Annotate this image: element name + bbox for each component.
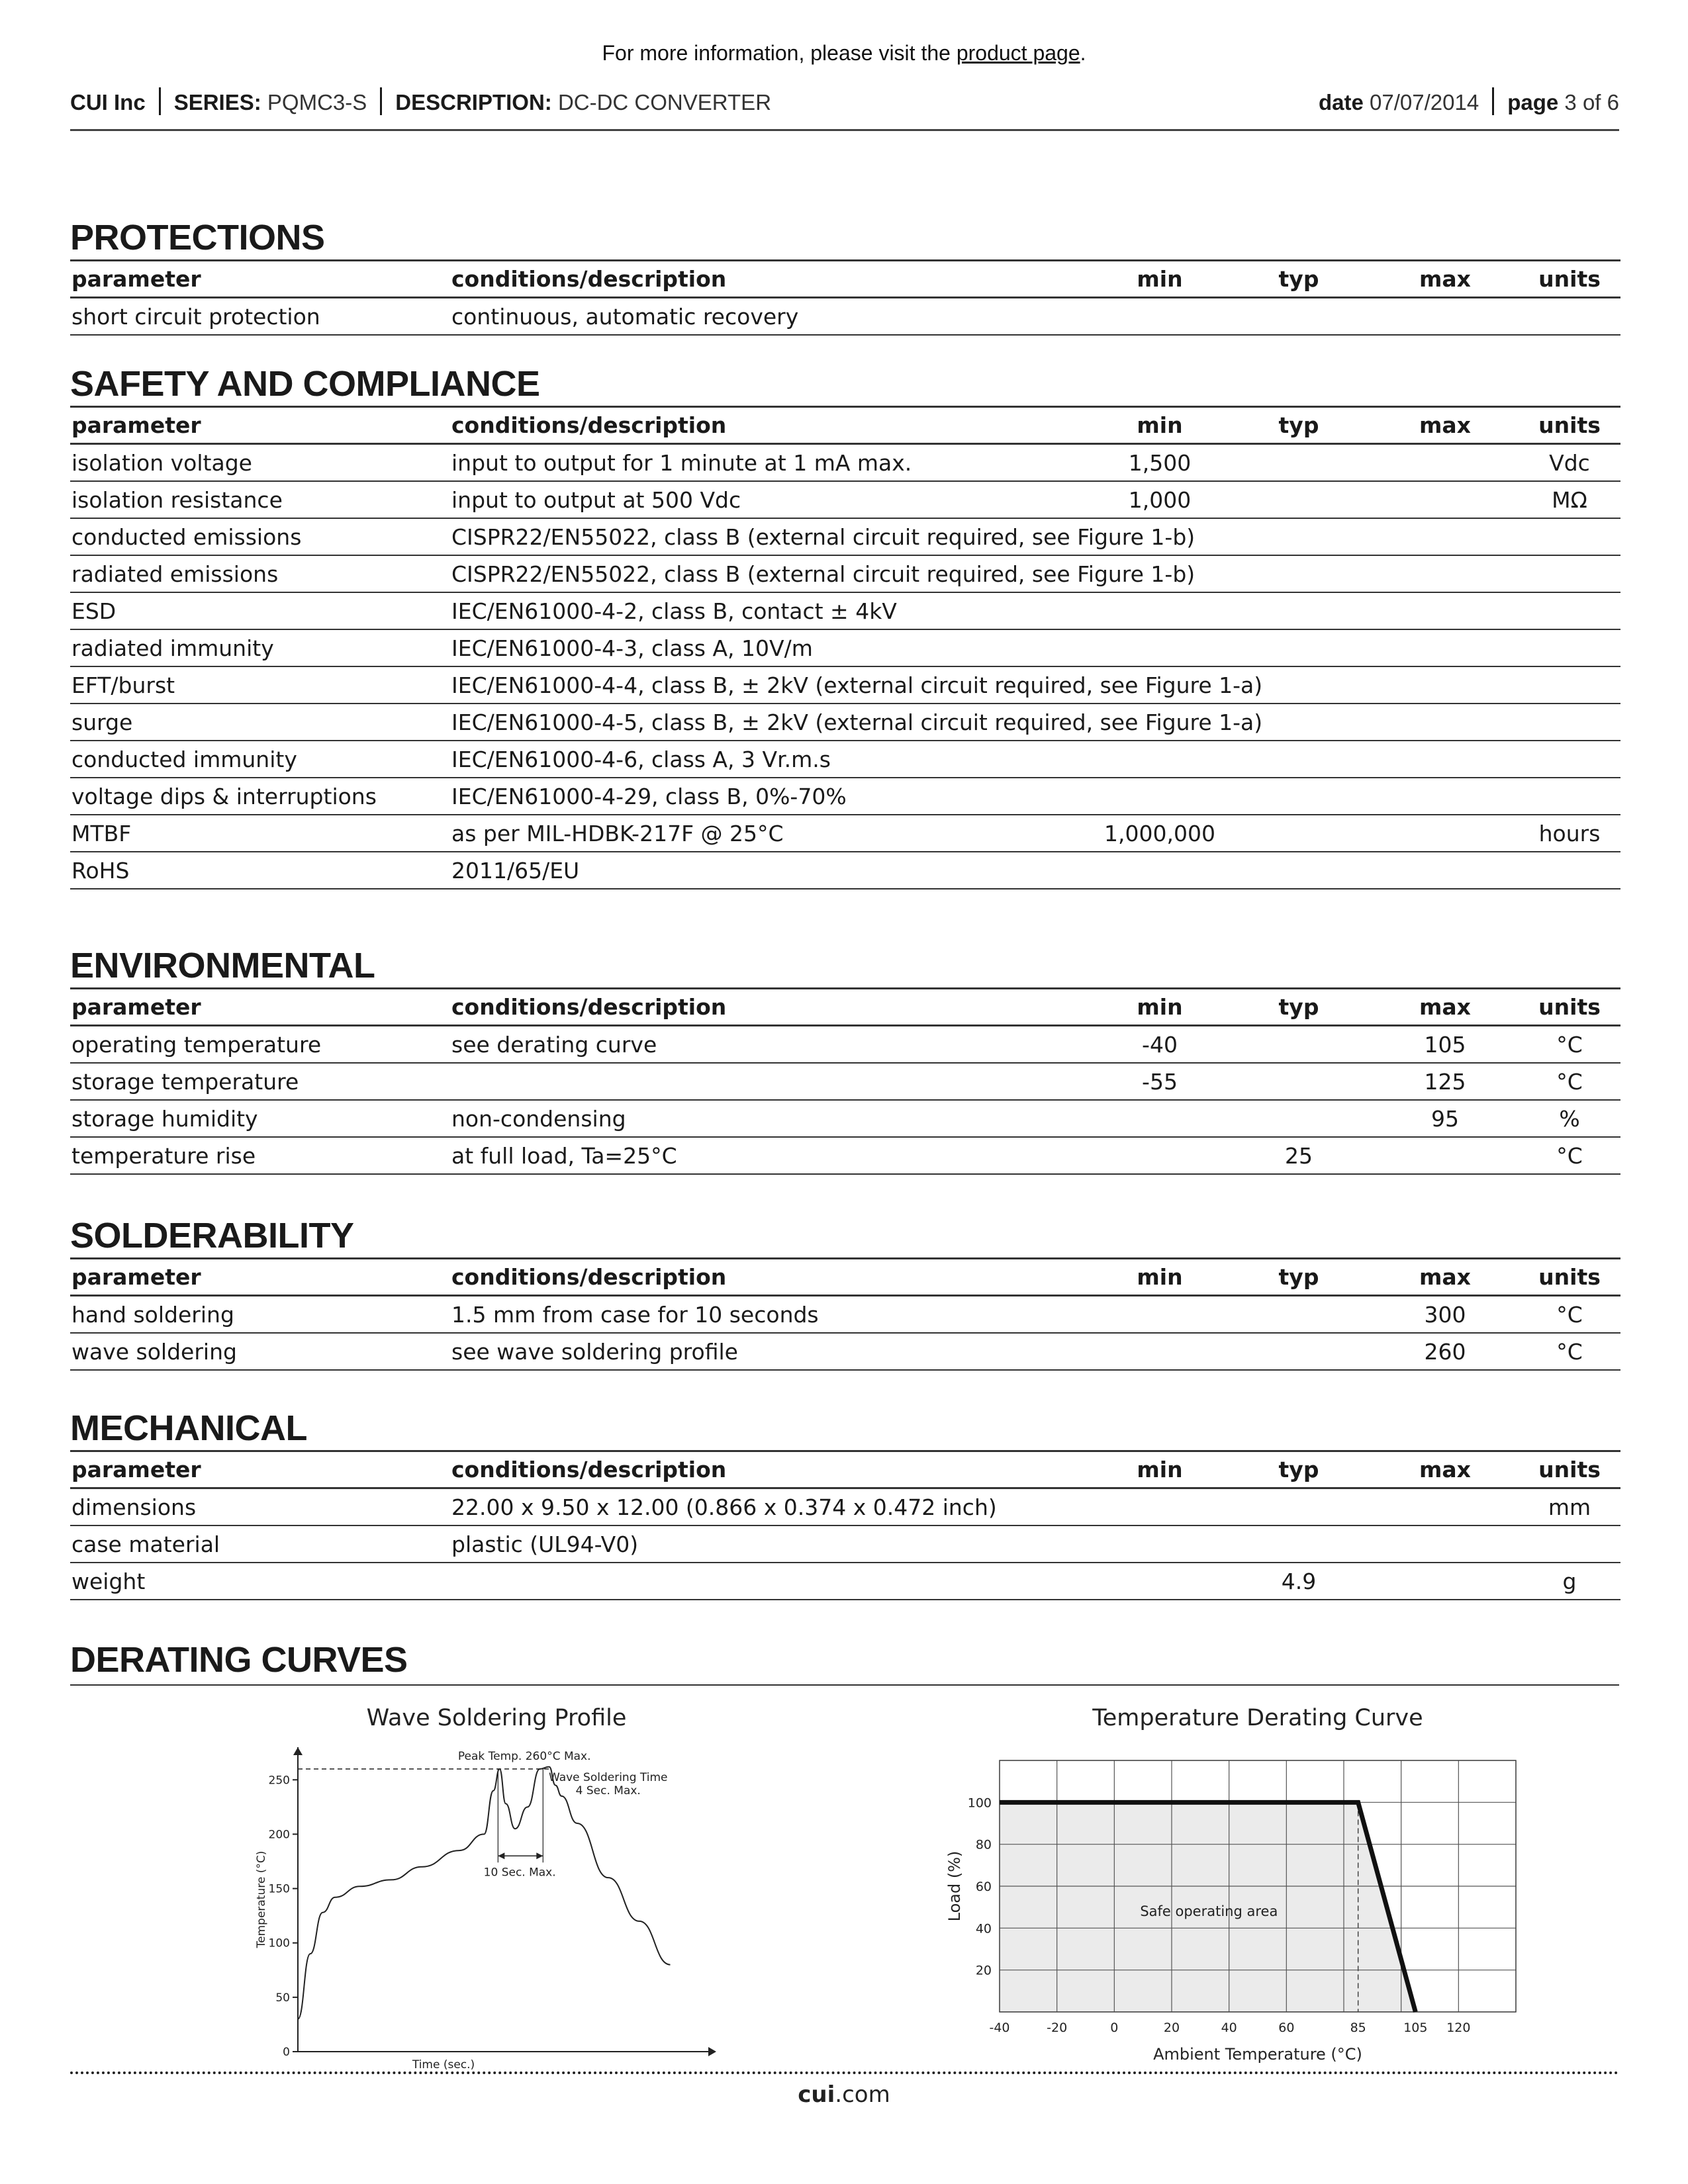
cell-conditions: IEC/EN61000-4-2, class B, contact ± 4kV [451,598,897,624]
table-row [70,298,1620,336]
y-tick-label: 20 [975,1963,992,1978]
x-tick-label: 105 [1403,2021,1428,2035]
cell-parameter: dimensions [71,1494,197,1520]
cell-conditions: at full load, Ta=25°C [451,1142,677,1169]
column-header-conditions: conditions/description [451,266,727,292]
table-row [70,778,1620,815]
series-label: SERIES: [173,90,261,114]
section-title: ENVIRONMENTAL [70,946,375,985]
y-tick-label: 0 [283,2046,290,2059]
cell-typ [1226,555,1372,592]
cell-min [1094,1100,1226,1137]
cell-min: 1,500 [1128,449,1192,476]
wave-chart-title: Wave Soldering Profile [366,1705,627,1731]
cell-typ [1226,1333,1372,1370]
cell-units [1519,592,1620,629]
cell-units: °C [1556,1068,1583,1095]
cell-units [1519,704,1620,741]
cell-min [1094,1525,1226,1563]
cell-typ [1226,298,1372,336]
y-axis-label: Temperature (°C) [255,1850,268,1948]
cell-typ [1226,518,1372,555]
cell-parameter: storage humidity [71,1105,258,1132]
cell-conditions: input to output for 1 minute at 1 mA max. [451,449,912,476]
cell-conditions: input to output at 500 Vdc [451,486,741,513]
cell-min: 1,000,000 [1104,820,1215,846]
cell-max: 300 [1424,1301,1466,1328]
interval-arrow [536,1852,543,1859]
cell-max: 125 [1424,1068,1466,1095]
section-environmental [70,944,1619,1175]
column-header-conditions: conditions/description [451,1264,727,1290]
cell-min [1094,629,1226,666]
table-row [70,1063,1620,1100]
column-header-typ: typ [1278,1457,1319,1482]
table-row [70,444,1620,482]
column-header-units: units [1538,1457,1601,1482]
table-row [70,1026,1620,1064]
description-label: DESCRIPTION: [395,90,552,114]
peak-annotation: Peak Temp. 260°C Max. [457,1749,591,1763]
cell-typ [1226,815,1372,852]
section-title: MECHANICAL [70,1408,307,1448]
company-name: CUI Inc [70,90,146,114]
y-tick-label: 80 [975,1837,992,1852]
table-header-row [70,1451,1620,1488]
header-left [70,87,771,115]
cell-conditions: IEC/EN61000-4-29, class B, 0%-70% [451,783,847,809]
table-header-row [70,1259,1620,1296]
info-note [0,41,1688,66]
cell-min [1094,1563,1226,1600]
cell-conditions: IEC/EN61000-4-4, class B, ± 2kV (external circuit required, see Figure 1-a) [451,672,1263,698]
cell-max [1372,815,1519,852]
cell-parameter: isolation resistance [71,486,283,513]
table-row [70,1100,1620,1137]
cell-max [1372,1137,1519,1174]
column-header-parameter: parameter [71,412,201,438]
cell-units: % [1559,1105,1580,1132]
cell-parameter: wave soldering [71,1338,237,1365]
cell-conditions [451,1563,1094,1600]
y-tick-label: 60 [975,1880,992,1894]
wave-soldering-chart [238,1734,741,2071]
y-tick-label: 50 [275,1991,290,2005]
cell-max [1372,592,1519,629]
cell-max [1372,481,1519,518]
section-safety-and-compliance [70,362,1619,889]
spec-table [70,406,1620,889]
cell-conditions: IEC/EN61000-4-5, class B, ± 2kV (external circuit required, see Figure 1-a) [451,709,1263,735]
cell-conditions [451,1063,1094,1100]
cell-parameter: isolation voltage [71,449,252,476]
info-note-suffix: . [1080,41,1086,65]
cell-min [1094,592,1226,629]
cell-units [1519,518,1620,555]
x-tick-label: 85 [1350,2021,1366,2035]
cell-min [1094,1488,1226,1526]
cell-conditions: CISPR22/EN55022, class B (external circuit required, see Figure 1-b) [451,523,1196,550]
date-label: date [1319,90,1364,114]
cell-parameter: radiated emissions [71,561,279,587]
cell-conditions: see derating curve [451,1031,657,1058]
table-row [70,741,1620,778]
table-row [70,481,1620,518]
wave-time-annotation: 4 Sec. Max. [575,1784,641,1797]
cell-conditions: CISPR22/EN55022, class B (external circuit required, see Figure 1-b) [451,561,1196,587]
column-header-min: min [1137,412,1183,438]
table-header-row [70,407,1620,444]
x-tick-label: 0 [1110,2021,1119,2035]
column-header-parameter: parameter [71,266,201,292]
cell-parameter: ESD [71,598,117,624]
table-row [70,704,1620,741]
column-header-max: max [1419,994,1471,1020]
column-header-max: max [1419,412,1471,438]
cell-parameter: case material [71,1531,220,1557]
y-tick-label: 100 [967,1796,992,1811]
x-tick-label: 120 [1446,2021,1471,2035]
cell-conditions: IEC/EN61000-4-6, class A, 3 Vr.m.s [451,746,831,772]
cell-typ: 25 [1285,1142,1313,1169]
column-header-typ: typ [1278,266,1319,292]
cell-units: °C [1556,1031,1583,1058]
cell-parameter: temperature rise [71,1142,256,1169]
cell-min [1094,1333,1226,1370]
x-axis-label: Time (sec.) [412,2058,475,2071]
cell-conditions: continuous, automatic recovery [451,303,799,330]
section-title: SAFETY AND COMPLIANCE [70,364,540,404]
cell-min: -40 [1142,1031,1178,1058]
page-label: page [1507,90,1559,114]
cell-parameter: MTBF [71,820,132,846]
cell-min [1094,1137,1226,1174]
header-rule [70,129,1619,131]
product-page-link[interactable]: product page [956,41,1080,65]
cell-conditions: non-condensing [451,1105,626,1132]
column-header-max: max [1419,1457,1471,1482]
cell-min [1094,741,1226,778]
date-value: 07/07/2014 [1370,90,1479,114]
cell-typ [1226,1063,1372,1100]
cell-typ: 4.9 [1281,1568,1317,1594]
x-tick-label: 20 [1163,2021,1180,2035]
cell-typ [1226,481,1372,518]
section-title: DERATING CURVES [70,1640,408,1680]
x-axis-label: Ambient Temperature (°C) [1153,2045,1362,2064]
cell-units: mm [1548,1494,1591,1520]
cell-typ [1226,444,1372,482]
table-row [70,852,1620,889]
cell-min [1094,778,1226,815]
cell-typ [1226,592,1372,629]
section-title: PROTECTIONS [70,218,325,257]
section-protections [70,216,1619,336]
cell-typ [1226,778,1372,815]
cell-units [1519,1525,1620,1563]
cell-max: 260 [1424,1338,1466,1365]
column-header-min: min [1137,266,1183,292]
cell-typ [1226,1488,1372,1526]
column-header-conditions: conditions/description [451,412,727,438]
cell-units [1519,629,1620,666]
column-header-units: units [1538,1264,1601,1290]
header-right [1319,87,1619,115]
x-axis-arrow [708,2047,716,2056]
cell-conditions: 1.5 mm from case for 10 seconds [451,1301,819,1328]
spec-table [70,987,1620,1175]
table-header-row [70,261,1620,298]
column-header-conditions: conditions/description [451,1457,727,1482]
cell-units [1519,555,1620,592]
cell-conditions: plastic (UL94-V0) [451,1531,639,1557]
cell-parameter: conducted emissions [71,523,302,550]
table-row [70,1525,1620,1563]
column-header-typ: typ [1278,994,1319,1020]
header-divider [159,87,161,115]
section-mechanical [70,1406,1619,1600]
cell-max [1372,444,1519,482]
footer-domain-rest: .com [835,2081,890,2108]
cell-max [1372,666,1519,704]
y-tick-label: 150 [268,1882,290,1896]
cell-parameter: hand soldering [71,1301,234,1328]
cell-max [1372,518,1519,555]
derating-chart-title: Temperature Derating Curve [1092,1705,1423,1731]
cell-max [1372,1488,1519,1526]
cell-min: -55 [1142,1068,1178,1095]
table-row [70,1137,1620,1174]
cell-typ [1226,1296,1372,1334]
cell-min [1094,852,1226,889]
section-solderability [70,1214,1619,1371]
cell-parameter: short circuit protection [71,303,320,330]
cell-max: 95 [1431,1105,1459,1132]
cell-parameter: RoHS [71,857,130,884]
table-header-row [70,989,1620,1026]
column-header-parameter: parameter [71,1457,201,1482]
table-row [70,555,1620,592]
cell-max [1372,298,1519,336]
cell-parameter: weight [71,1568,146,1594]
document-header [70,87,1619,120]
spec-table [70,259,1620,336]
cell-conditions: see wave soldering profile [451,1338,738,1365]
temperature-derating-chart [927,1734,1536,2071]
footer-domain-bold: cui [798,2081,835,2108]
header-divider [1492,87,1494,115]
cell-parameter: surge [71,709,133,735]
cell-conditions: as per MIL-HDBK-217F @ 25°C [451,820,784,846]
y-tick-label: 40 [975,1921,992,1936]
cell-units: MΩ [1552,486,1587,513]
cell-units [1519,741,1620,778]
table-row [70,629,1620,666]
column-header-min: min [1137,1264,1183,1290]
cell-max [1372,778,1519,815]
column-header-units: units [1538,994,1601,1020]
interval-annotation: 10 Sec. Max. [483,1866,556,1880]
cell-parameter: storage temperature [71,1068,299,1095]
table-row [70,1488,1620,1526]
cell-parameter: EFT/burst [71,672,175,698]
cell-max [1372,852,1519,889]
cell-conditions: 22.00 x 9.50 x 12.00 (0.866 x 0.374 x 0.472 inch) [451,1494,997,1520]
cell-min: 1,000 [1128,486,1192,513]
wave-time-annotation: Wave Soldering Time [548,1770,668,1784]
column-header-units: units [1538,266,1601,292]
column-header-parameter: parameter [71,1264,201,1290]
table-row [70,1333,1620,1370]
cell-units: g [1562,1568,1577,1594]
cell-max [1372,629,1519,666]
cell-conditions: IEC/EN61000-4-3, class A, 10V/m [451,635,813,661]
cell-parameter: radiated immunity [71,635,274,661]
cell-typ [1226,1026,1372,1064]
table-row [70,518,1620,555]
footer-rule [70,2071,1619,2074]
spec-table [70,1257,1620,1371]
column-header-min: min [1137,1457,1183,1482]
cell-max [1372,1525,1519,1563]
table-row [70,666,1620,704]
column-header-max: max [1419,1264,1471,1290]
series-value: PQMC3-S [267,90,367,114]
x-tick-label: 60 [1278,2021,1295,2035]
profile-curve [298,1767,671,2019]
section-derating-curves [70,1638,1619,1682]
y-tick-label: 250 [268,1774,290,1788]
cell-typ [1226,629,1372,666]
cell-max [1372,555,1519,592]
cell-min [1094,298,1226,336]
cell-units [1519,666,1620,704]
cell-units: °C [1556,1142,1583,1169]
info-note-prefix: For more information, please visit the [602,41,957,65]
table-row [70,1563,1620,1600]
cell-parameter: voltage dips & interruptions [71,783,377,809]
table-row [70,592,1620,629]
cell-parameter: operating temperature [71,1031,322,1058]
cell-max: 105 [1424,1031,1466,1058]
cell-min [1094,1296,1226,1334]
cell-units: hours [1538,820,1601,846]
section-rule [70,1684,1619,1686]
cell-units: °C [1556,1301,1583,1328]
table-row [70,815,1620,852]
cell-parameter: conducted immunity [71,746,297,772]
column-header-typ: typ [1278,1264,1319,1290]
interval-arrow [498,1852,504,1859]
column-header-units: units [1538,412,1601,438]
spec-table [70,1450,1620,1600]
cell-typ [1226,741,1372,778]
x-tick-label: -20 [1047,2021,1068,2035]
x-tick-label: 40 [1221,2021,1237,2035]
cell-conditions: 2011/65/EU [451,857,580,884]
description-value: DC-DC CONVERTER [557,90,772,114]
y-axis-label: Load (%) [945,1850,964,1922]
y-tick-label: 200 [268,1828,290,1842]
cell-units: Vdc [1549,449,1590,476]
table-row [70,1296,1620,1334]
cell-units [1519,852,1620,889]
y-tick-label: 100 [268,1936,290,1950]
cell-max [1372,741,1519,778]
cell-max [1372,1563,1519,1600]
cell-typ [1226,1525,1372,1563]
column-header-parameter: parameter [71,994,201,1020]
column-header-min: min [1137,994,1183,1020]
cell-units [1519,298,1620,336]
cell-units [1519,778,1620,815]
x-tick-label: -40 [989,2021,1010,2035]
cell-typ [1226,1100,1372,1137]
cell-units: °C [1556,1338,1583,1365]
footer [0,2081,1688,2108]
cell-typ [1226,852,1372,889]
cell-max [1372,704,1519,741]
column-header-max: max [1419,266,1471,292]
section-title: SOLDERABILITY [70,1216,354,1255]
column-header-conditions: conditions/description [451,994,727,1020]
column-header-typ: typ [1278,412,1319,438]
area-label: Safe operating area [1140,1903,1278,1919]
y-axis-arrow [293,1747,303,1755]
header-divider [380,87,382,115]
page-value: 3 of 6 [1564,90,1619,114]
